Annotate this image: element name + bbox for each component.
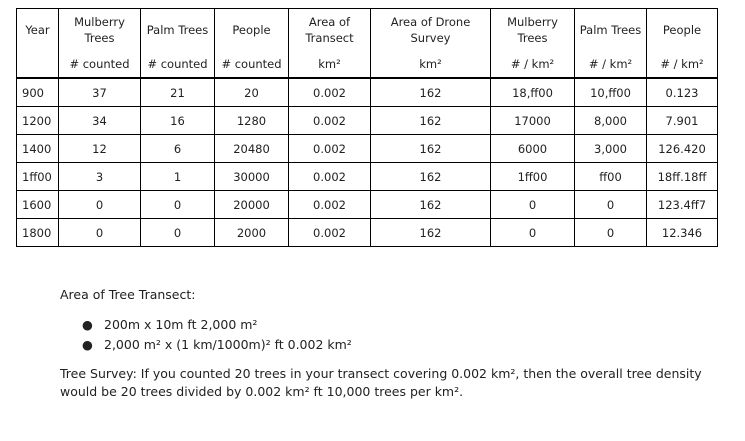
header-unit-row (17, 51, 718, 78)
table-cell: 20 (215, 78, 289, 107)
table-cell: 162 (371, 78, 491, 107)
table-cell: ff00 (575, 163, 647, 191)
table-cell: 1800 (17, 219, 59, 247)
table-row (17, 107, 718, 135)
column-unit (17, 51, 59, 78)
table-row (17, 219, 718, 247)
table-cell: 0.002 (289, 78, 371, 107)
table-cell: 10,ff00 (575, 78, 647, 107)
table-cell: 34 (59, 107, 141, 135)
column-unit: # counted (141, 51, 215, 78)
table-cell: 0 (59, 219, 141, 247)
column-unit: km² (289, 51, 371, 78)
table-cell: 0 (141, 191, 215, 219)
table-cell: 12 (59, 135, 141, 163)
column-unit: km² (371, 51, 491, 78)
column-unit: # counted (215, 51, 289, 78)
notes-section (60, 285, 720, 401)
table-cell: 0 (491, 191, 575, 219)
column-unit: # / km² (575, 51, 647, 78)
column-header: Palm Trees (575, 9, 647, 52)
table-cell: 126.420 (647, 135, 718, 163)
table-cell: 12.346 (647, 219, 718, 247)
table-cell: 2000 (215, 219, 289, 247)
table-cell: 162 (371, 191, 491, 219)
table-cell: 0.002 (289, 163, 371, 191)
table-cell: 1280 (215, 107, 289, 135)
table-cell: 900 (17, 78, 59, 107)
table-cell: 0 (59, 191, 141, 219)
table-row (17, 163, 718, 191)
table-cell: 16 (141, 107, 215, 135)
table-cell: 8,000 (575, 107, 647, 135)
table-cell: 0.002 (289, 135, 371, 163)
table-cell: 0 (141, 219, 215, 247)
table-row (17, 78, 718, 107)
column-unit: # counted (59, 51, 141, 78)
table-cell: 162 (371, 135, 491, 163)
data-table (16, 8, 718, 247)
header-title-row (17, 9, 718, 52)
table-cell: 123.4ff7 (647, 191, 718, 219)
table-cell: 0.002 (289, 219, 371, 247)
notes-title: Area of Tree Transect: (60, 287, 196, 302)
column-header: Area of Drone Survey (371, 9, 491, 52)
table-cell: 7.901 (647, 107, 718, 135)
column-header: Year (17, 9, 59, 52)
table-cell: 1200 (17, 107, 59, 135)
bullet-icon: ● (82, 317, 93, 332)
table-cell: 30000 (215, 163, 289, 191)
column-unit: # / km² (491, 51, 575, 78)
column-header: Mulberry Trees (491, 9, 575, 52)
table-cell: 20480 (215, 135, 289, 163)
table-cell: 1400 (17, 135, 59, 163)
table-cell: 1 (141, 163, 215, 191)
table-cell: 0.002 (289, 107, 371, 135)
table-cell: 162 (371, 107, 491, 135)
table-cell: 21 (141, 78, 215, 107)
list-item (82, 315, 720, 335)
table-cell: 20000 (215, 191, 289, 219)
table-cell: 0 (491, 219, 575, 247)
column-header: Mulberry Trees (59, 9, 141, 52)
table-row (17, 191, 718, 219)
table-cell: 3,000 (575, 135, 647, 163)
table-row (17, 135, 718, 163)
table-cell: 37 (59, 78, 141, 107)
table-cell: 162 (371, 163, 491, 191)
table-cell: 1ff00 (491, 163, 575, 191)
table-cell: 18ff.18ff (647, 163, 718, 191)
table-cell: 6000 (491, 135, 575, 163)
bullet-text: 200m x 10m ft 2,000 m² (104, 317, 258, 332)
column-header: Palm Trees (141, 9, 215, 52)
table-cell: 0 (575, 191, 647, 219)
list-item (82, 335, 720, 355)
bullet-icon: ● (82, 337, 93, 352)
column-unit: # / km² (647, 51, 718, 78)
table-cell: 0.123 (647, 78, 718, 107)
table-cell: 1ff00 (17, 163, 59, 191)
table-cell: 3 (59, 163, 141, 191)
table-cell: 18,ff00 (491, 78, 575, 107)
notes-bullet-list (60, 315, 720, 355)
table-cell: 1600 (17, 191, 59, 219)
column-header: People (215, 9, 289, 52)
table-cell: 0 (575, 219, 647, 247)
table-cell: 6 (141, 135, 215, 163)
table-cell: 162 (371, 219, 491, 247)
table-cell: 0.002 (289, 191, 371, 219)
table-cell: 17000 (491, 107, 575, 135)
tree-survey-paragraph: Tree Survey: If you counted 20 trees in your transect covering 0.002 km², then the overall tree density would be 20 trees divided by 0.002 km² ft 10,000 trees per km². (60, 366, 702, 399)
column-header: Area of Transect (289, 9, 371, 52)
column-header: People (647, 9, 718, 52)
bullet-text: 2,000 m² x (1 km/1000m)² ft 0.002 km² (104, 337, 352, 352)
